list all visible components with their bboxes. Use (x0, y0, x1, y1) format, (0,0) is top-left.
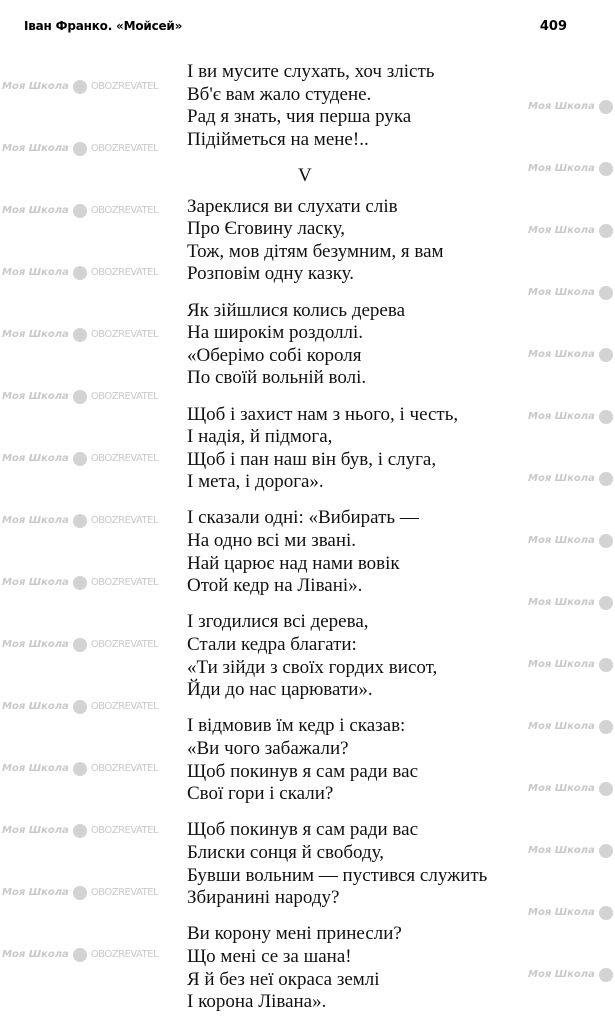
watermark: Моя Школа (528, 968, 613, 982)
poem-line: Щоб і пан наш він був, і слуга, (187, 448, 437, 470)
watermark: Моя Школа (528, 286, 613, 300)
poem-line: І сказали одні: «Вибирать — (187, 507, 419, 529)
watermark-logo-icon (73, 948, 87, 962)
poem-line: Я й без неї окраса землі (187, 968, 380, 990)
poem-line: Щоб покинув я сам ради вас (187, 819, 419, 841)
watermark-logo-icon (599, 162, 613, 176)
poem-line: Як зійшлися колись дерева (187, 299, 406, 321)
poem-line: Ви корону мені принесли? (187, 923, 402, 945)
watermark: Моя Школа OBOZREVATEL (2, 639, 159, 650)
poem-line: Рад я знать, чия перша рука (187, 106, 412, 128)
stanza (187, 819, 517, 909)
page-number: 409 (539, 19, 567, 34)
watermark-logo-icon (73, 514, 87, 528)
watermark-logo-icon (73, 452, 87, 466)
watermark: Моя Школа (528, 410, 613, 424)
watermark: Моя Школа OBOZREVATEL (2, 949, 159, 960)
poem-line: Що мені се за шана! (187, 945, 352, 967)
watermark-logo-icon (599, 844, 613, 858)
watermark: Моя Школа OBOZREVATEL (2, 577, 159, 588)
watermark: Моя Школа (528, 534, 613, 548)
poem-line: «Оберімо собі короля (187, 344, 362, 366)
watermark-logo-icon (599, 596, 613, 610)
poem-line: Стали кедра благати: (187, 634, 357, 656)
watermark: Моя Школа (528, 658, 613, 672)
watermark-logo-icon (73, 266, 87, 280)
poem-line: Тож, мов дітям безумним, я вам (187, 240, 444, 262)
poem-line: Бувши вольним — пустився служить (187, 864, 488, 886)
watermark-logo-icon (73, 204, 87, 218)
section-number: V (298, 164, 312, 186)
watermark: Моя Школа (528, 782, 613, 796)
watermark: Моя Школа OBOZREVATEL (2, 887, 159, 898)
watermark: Моя Школа (528, 100, 613, 114)
watermark-logo-icon (599, 410, 613, 424)
poem-line: І відмовив їм кедр і сказав: (187, 715, 406, 737)
watermark: Моя Школа OBOZREVATEL (2, 329, 159, 340)
running-title: Іван Франко. «Мойсей» (24, 19, 183, 33)
poem-line: Щоб покинув я сам ради вас (187, 760, 419, 782)
watermark-logo-icon (599, 720, 613, 734)
stanza (187, 507, 517, 597)
watermark-logo-icon (599, 968, 613, 982)
watermark-logo-icon (599, 286, 613, 300)
watermark: Моя Школа OBOZREVATEL (2, 81, 159, 92)
watermark-logo-icon (599, 472, 613, 486)
watermark-logo-icon (73, 576, 87, 590)
stanza (187, 61, 517, 151)
page-header (24, 19, 591, 37)
stanza (187, 611, 517, 701)
poem-line: І ви мусите слухать, хоч злість (187, 61, 435, 82)
watermark: Моя Школа (528, 224, 613, 238)
stanza (187, 923, 517, 1013)
watermark: Моя Школа OBOZREVATEL (2, 701, 159, 712)
watermark-logo-icon (73, 886, 87, 900)
watermark-logo-icon (73, 142, 87, 156)
watermark: Моя Школа OBOZREVATEL (2, 453, 159, 464)
watermark-logo-icon (73, 824, 87, 838)
stanza (187, 300, 517, 390)
watermark-logo-icon (599, 534, 613, 548)
poem-text (187, 61, 517, 1027)
watermark-logo-icon (73, 328, 87, 342)
stanza (187, 196, 517, 286)
poem-line: Зареклися ви слухати слів (187, 195, 398, 217)
watermark-logo-icon (73, 762, 87, 776)
poem-line: Йди до нас царювати». (187, 679, 373, 701)
watermark: Моя Школа OBOZREVATEL (2, 515, 159, 526)
poem-line: І корона Лівана». (187, 991, 327, 1013)
watermark-logo-icon (73, 80, 87, 94)
poem-line: «Ви чого забажали? (187, 738, 349, 759)
watermark: Моя Школа OBOZREVATEL (2, 267, 159, 278)
poem-line: По своїй вольній волі. (187, 367, 367, 389)
watermark: Моя Школа (528, 720, 613, 734)
stanza (187, 404, 517, 494)
poem-line: І мета, і дорога». (187, 471, 324, 493)
watermark-logo-icon (73, 700, 87, 714)
poem-line: І згодилися всі дерева, (187, 611, 369, 633)
poem-line: Вб'є вам жало студене. (187, 83, 372, 105)
watermark: Моя Школа (528, 596, 613, 610)
watermark: Моя Школа OBOZREVATEL (2, 825, 159, 836)
watermark: Моя Школа (528, 162, 613, 176)
watermark: Моя Школа OBOZREVATEL (2, 143, 159, 154)
poem-line: Щоб і захист нам з нього, і честь, (187, 403, 459, 425)
poem-line: «Ти зійди з своїх гордих висот, (187, 656, 438, 678)
watermark-logo-icon (599, 100, 613, 114)
watermark: Моя Школа (528, 348, 613, 362)
poem-line: Підійметься на мене!.. (187, 128, 369, 150)
watermark-logo-icon (73, 638, 87, 652)
watermark: Моя Школа OBOZREVATEL (2, 763, 159, 774)
watermark: Моя Школа OBOZREVATEL (2, 391, 159, 402)
poem-line: Блиски сонця й свободу, (187, 841, 384, 863)
watermark: Моя Школа (528, 906, 613, 920)
watermark-logo-icon (599, 224, 613, 238)
watermark: Моя Школа (528, 844, 613, 858)
watermark: Моя Школа OBOZREVATEL (2, 205, 159, 216)
watermark-logo-icon (599, 658, 613, 672)
watermark-logo-icon (73, 390, 87, 404)
stanza (187, 715, 517, 805)
poem-line: На одно всі ми звані. (187, 530, 357, 552)
poem-line: Отой кедр на Лівані». (187, 575, 363, 597)
poem-line: Про Єговину ласку, (187, 218, 346, 240)
poem-line: Най царює над нами вовік (187, 552, 400, 574)
watermark: Моя Школа (528, 472, 613, 486)
poem-line: Свої гори і скали? (187, 783, 334, 805)
poem-line: На широкім роздоллі. (187, 322, 364, 344)
poem-line: Розповім одну казку. (187, 263, 355, 285)
watermark-logo-icon (599, 782, 613, 796)
poem-line: Збиранині народу? (187, 887, 340, 909)
poem-line: І надія, й підмога, (187, 426, 333, 448)
watermark-logo-icon (599, 906, 613, 920)
watermark-logo-icon (599, 348, 613, 362)
